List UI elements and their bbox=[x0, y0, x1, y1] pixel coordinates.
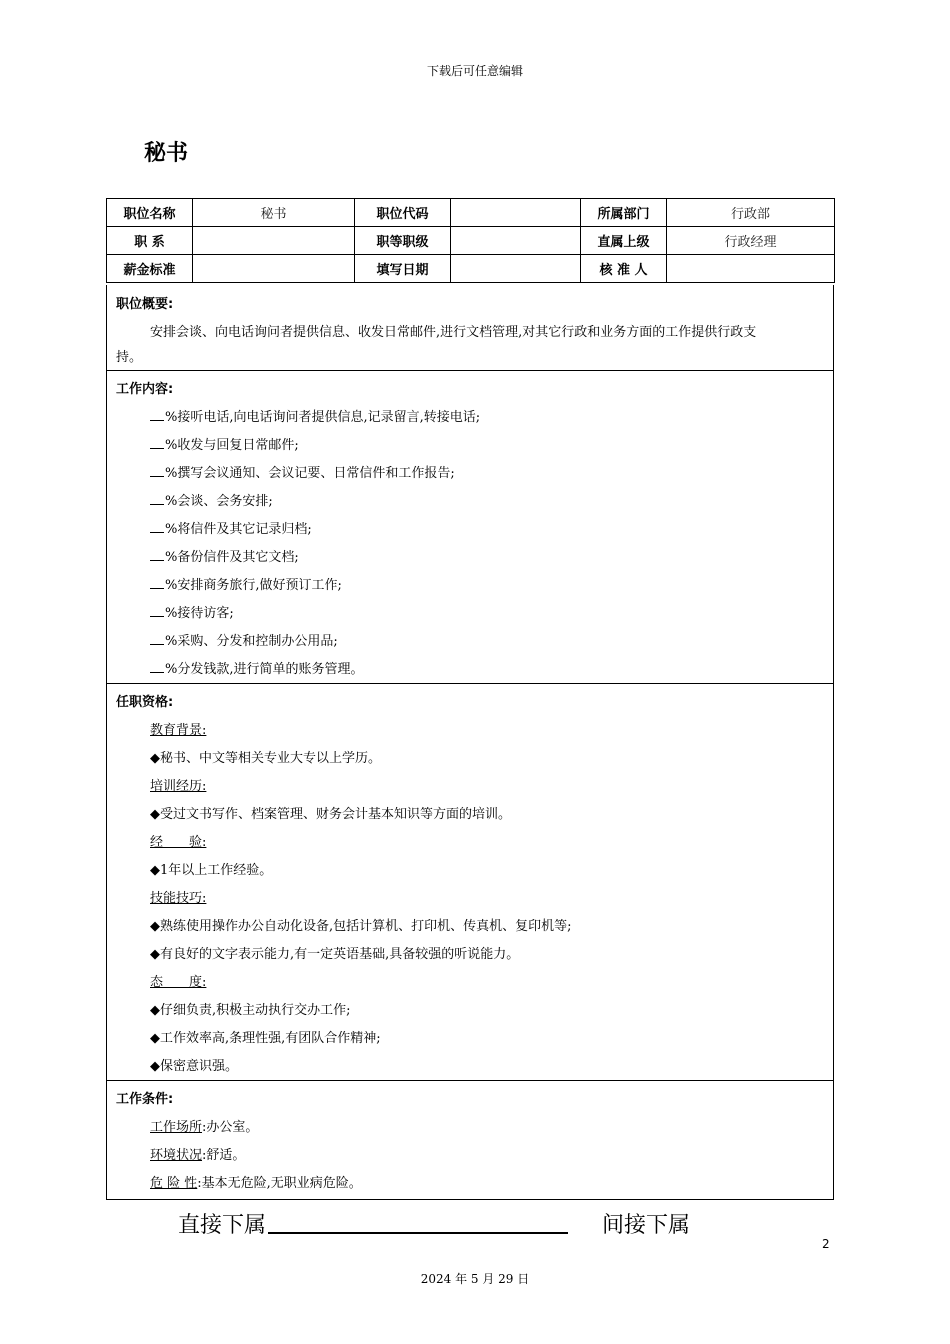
list-item: %接听电话,向电话询问者提供信息,记录留言,转接电话; bbox=[150, 406, 480, 425]
value-position-name: 秘书 bbox=[193, 199, 355, 227]
skills-item: ◆熟练使用操作办公自动化设备,包括计算机、打印机、传真机、复印机等; bbox=[150, 919, 572, 934]
summary-section bbox=[106, 285, 834, 371]
attitude-item: ◆保密意识强。 bbox=[150, 1059, 238, 1074]
list-item: %采购、分发和控制办公用品; bbox=[150, 630, 338, 649]
experience-item: ◆1年以上工作经验。 bbox=[150, 863, 273, 878]
list-item: %分发钱款,进行简单的账务管理。 bbox=[150, 658, 364, 677]
label-approver: 核 准 人 bbox=[581, 255, 667, 283]
label-position-code: 职位代码 bbox=[355, 199, 451, 227]
table-row bbox=[107, 199, 835, 227]
list-item: %收发与回复日常邮件; bbox=[150, 434, 299, 453]
risk-value: :基本无危险,无职业病危险。 bbox=[197, 1176, 362, 1191]
education-label: 教育背景: bbox=[150, 723, 207, 738]
footer-date: 2024 年 5 月 29 日 bbox=[420, 1272, 530, 1286]
label-department: 所属部门 bbox=[581, 199, 667, 227]
label-supervisor: 直属上级 bbox=[581, 227, 667, 255]
table-row bbox=[107, 227, 835, 255]
work-place-line bbox=[150, 1116, 258, 1135]
qualifications-section bbox=[106, 683, 834, 1081]
subordinates-row bbox=[178, 1208, 690, 1239]
label-grade: 职等职级 bbox=[355, 227, 451, 255]
summary-text-line1: 安排会谈、向电话询问者提供信息、收发日常邮件,进行文档管理,对其它行政和业务方面的工作提供行政支 bbox=[150, 325, 757, 340]
value-department: 行政部 bbox=[667, 199, 835, 227]
summary-heading: 职位概要: bbox=[116, 297, 174, 312]
label-salary: 薪金标准 bbox=[107, 255, 193, 283]
value-approver bbox=[667, 255, 835, 283]
qualifications-heading: 任职资格: bbox=[116, 695, 174, 710]
work-place-label: 工作场所 bbox=[150, 1120, 203, 1135]
training-item: ◆受过文书写作、档案管理、财务会计基本知识等方面的培训。 bbox=[150, 807, 511, 822]
risk-line bbox=[150, 1172, 362, 1191]
summary-text-line2: 持。 bbox=[116, 350, 143, 365]
direct-subordinates-label: 直接下属 bbox=[178, 1213, 267, 1238]
label-position-name: 职位名称 bbox=[107, 199, 193, 227]
label-job-family: 职 系 bbox=[107, 227, 193, 255]
education-item: ◆秘书、中文等相关专业大专以上学历。 bbox=[150, 751, 381, 766]
page-number: 2 bbox=[822, 1237, 830, 1251]
table-row bbox=[107, 255, 835, 283]
attitude-item: ◆仔细负责,积极主动执行交办工作; bbox=[150, 1003, 351, 1018]
list-item: %接待访客; bbox=[150, 602, 234, 621]
duties-section bbox=[106, 370, 834, 684]
work-place-value: :办公室。 bbox=[202, 1120, 259, 1135]
list-item: %将信件及其它记录归档; bbox=[150, 518, 312, 537]
position-info-table bbox=[106, 198, 835, 283]
list-item: %安排商务旅行,做好预订工作; bbox=[150, 574, 342, 593]
page-title: 秘书 bbox=[144, 141, 189, 166]
label-fill-date: 填写日期 bbox=[355, 255, 451, 283]
environment-label: 环境状况 bbox=[150, 1148, 203, 1163]
list-item: %会谈、会务安排; bbox=[150, 490, 273, 509]
conditions-heading: 工作条件: bbox=[116, 1092, 174, 1107]
value-fill-date bbox=[451, 255, 581, 283]
training-label: 培训经历: bbox=[150, 779, 207, 794]
attitude-label: 态 度: bbox=[150, 975, 207, 990]
environment-line bbox=[150, 1144, 245, 1163]
duties-heading: 工作内容: bbox=[116, 382, 174, 397]
value-supervisor: 行政经理 bbox=[667, 227, 835, 255]
value-grade bbox=[451, 227, 581, 255]
value-job-family bbox=[193, 227, 355, 255]
header-note: 下载后可任意编辑 bbox=[426, 64, 523, 78]
value-salary bbox=[193, 255, 355, 283]
experience-label: 经 验: bbox=[150, 835, 207, 850]
attitude-item: ◆工作效率高,条理性强,有团队合作精神; bbox=[150, 1031, 381, 1046]
environment-value: :舒适。 bbox=[202, 1148, 246, 1163]
indirect-subordinates-label: 间接下属 bbox=[602, 1213, 691, 1238]
skills-item: ◆有良好的文字表示能力,有一定英语基础,具备较强的听说能力。 bbox=[150, 947, 520, 962]
conditions-section bbox=[106, 1080, 834, 1200]
direct-subordinates-blank bbox=[268, 1232, 568, 1234]
list-item: %撰写会议通知、会议记要、日常信件和工作报告; bbox=[150, 462, 455, 481]
risk-label: 危 险 性 bbox=[150, 1176, 198, 1191]
value-position-code bbox=[451, 199, 581, 227]
list-item: %备份信件及其它文档; bbox=[150, 546, 299, 565]
skills-label: 技能技巧: bbox=[150, 891, 207, 906]
